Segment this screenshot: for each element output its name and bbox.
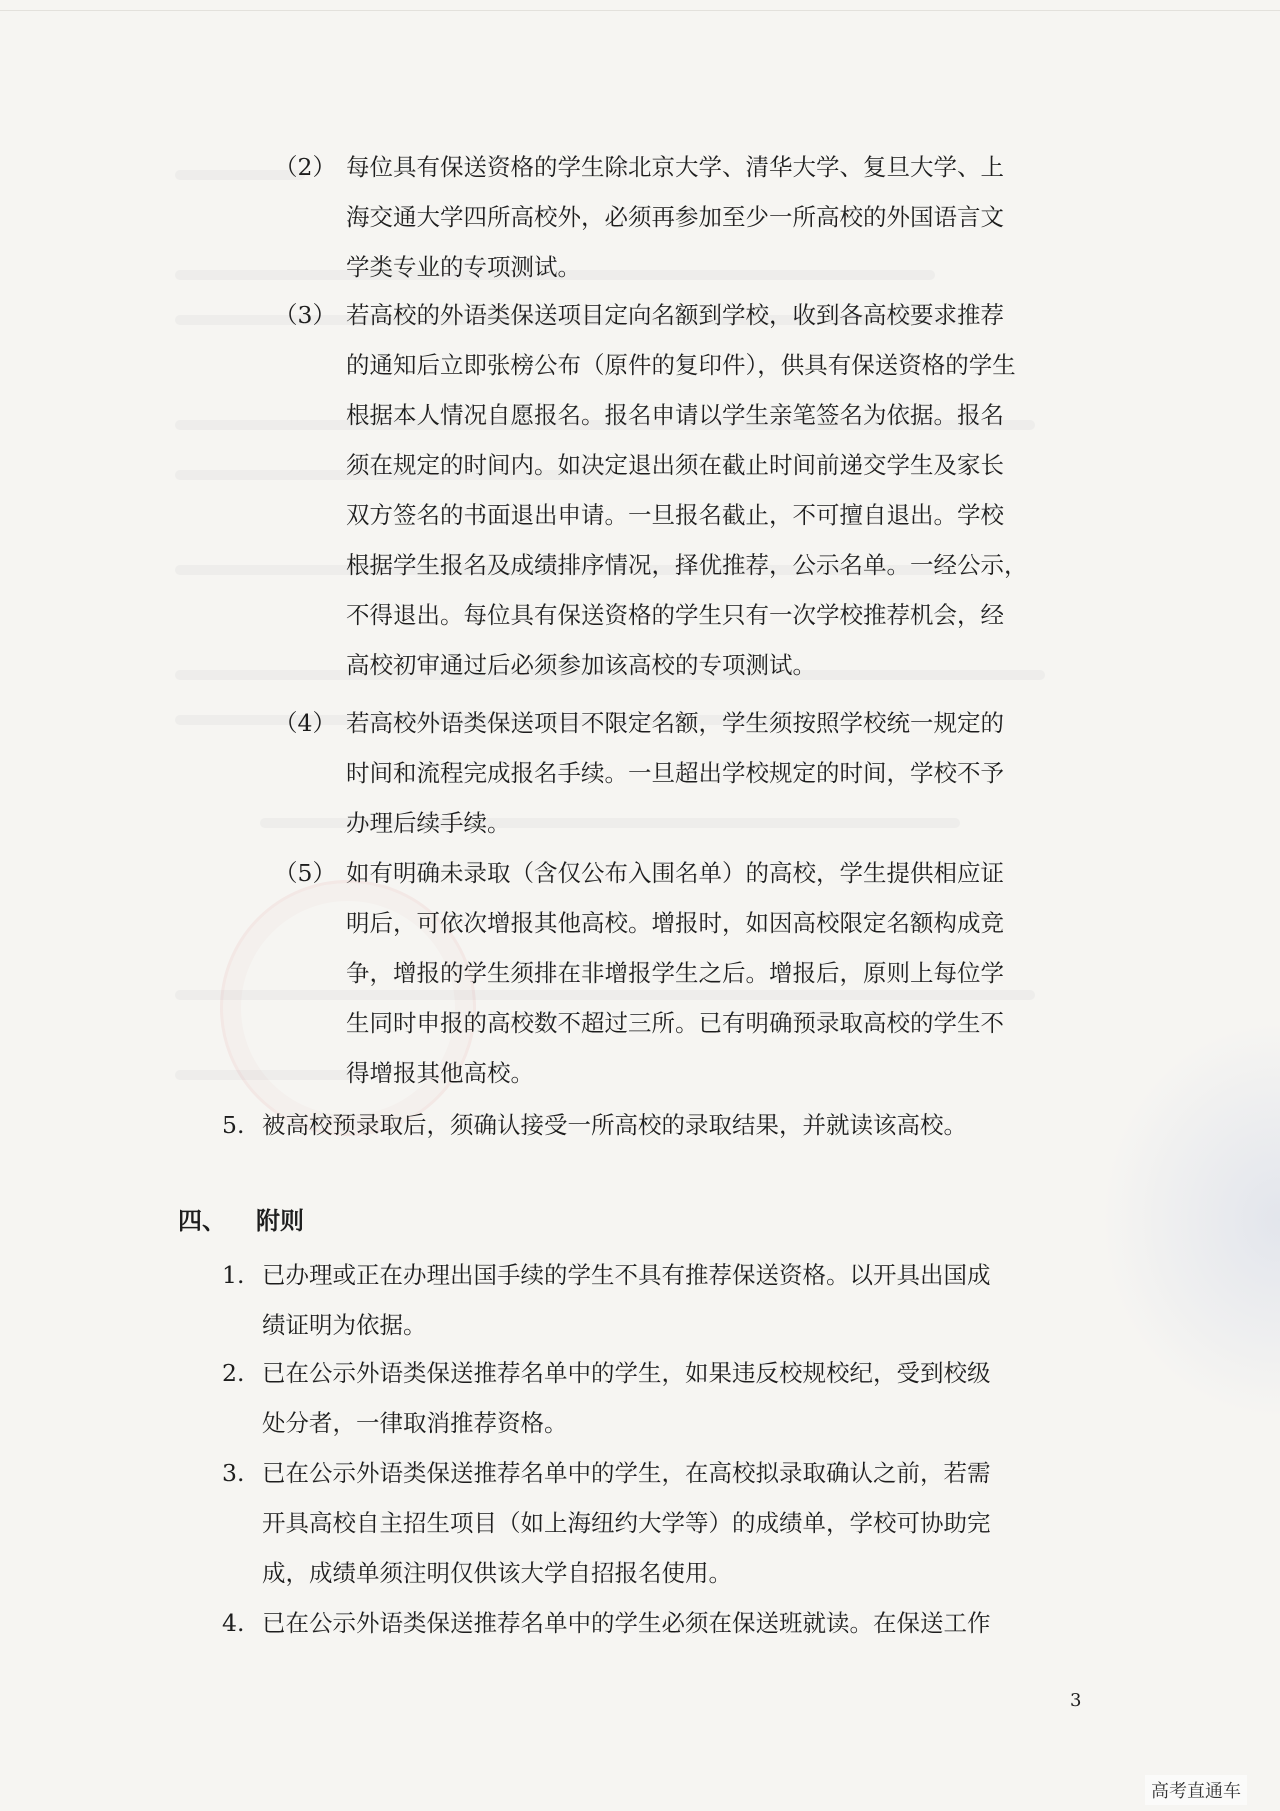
- section-number: 四、: [178, 1206, 226, 1235]
- item-text-line: 不得退出。每位具有保送资格的学生只有一次学校推荐机会，经: [346, 601, 1004, 629]
- rule-text-line: 已在公示外语类保送推荐名单中的学生，在高校拟录取确认之前，若需: [262, 1459, 991, 1487]
- rule-number: 2.: [222, 1359, 245, 1387]
- item-text-line: 双方签名的书面退出申请。一旦报名截止，不可擅自退出。学校: [346, 501, 1004, 529]
- item-text-line: 若高校外语类保送项目不限定名额，学生须按照学校统一规定的: [346, 709, 1004, 737]
- item-text-line: 的通知后立即张榜公布（原件的复印件），供具有保送资格的学生: [346, 351, 1016, 379]
- item-text-line: 时间和流程完成报名手续。一旦超出学校规定的时间，学校不予: [346, 759, 1004, 787]
- rule-number: 4.: [222, 1609, 245, 1637]
- item-number: （3）: [274, 301, 336, 329]
- item-text-line: 如有明确未录取（含仅公布入围名单）的高校，学生提供相应证: [346, 859, 1004, 887]
- rule-text-line: 开具高校自主招生项目（如上海纽约大学等）的成绩单，学校可协助完: [262, 1509, 991, 1537]
- rule-number: 3.: [222, 1459, 245, 1487]
- rule-text-line: 已办理或正在办理出国手续的学生不具有推荐保送资格。以开具出国成: [262, 1261, 991, 1289]
- item-number: （5）: [274, 859, 336, 887]
- item-text-line: 须在规定的时间内。如决定退出须在截止时间前递交学生及家长: [346, 451, 1004, 479]
- rule-text-line: 处分者，一律取消推荐资格。: [262, 1409, 568, 1437]
- item-text-line: 学类专业的专项测试。: [346, 253, 581, 281]
- item-text-line: 根据学生报名及成绩排序情况，择优推荐，公示名单。一经公示，: [346, 551, 1028, 579]
- item-text-line: 每位具有保送资格的学生除北京大学、清华大学、复旦大学、上: [346, 153, 1004, 181]
- rule-text-line: 已在公示外语类保送推荐名单中的学生必须在保送班就读。在保送工作: [262, 1609, 991, 1637]
- item-text-line: 若高校的外语类保送项目定向名额到学校，收到各高校要求推荐: [346, 301, 1004, 329]
- item-text-line: 高校初审通过后必须参加该高校的专项测试。: [346, 651, 816, 679]
- item-number: （2）: [274, 153, 336, 181]
- page-number: 3: [1070, 1690, 1082, 1711]
- item-text-line: 生同时申报的高校数不超过三所。已有明确预录取高校的学生不: [346, 1009, 1004, 1037]
- item-number: （4）: [274, 709, 336, 737]
- scan-tint: [1100, 1020, 1280, 1420]
- item-number: 5.: [222, 1111, 245, 1139]
- rule-text-line: 成，成绩单须注明仅供该大学自招报名使用。: [262, 1559, 732, 1587]
- rule-text-line: 绩证明为依据。: [262, 1311, 427, 1339]
- item-text-line: 根据本人情况自愿报名。报名申请以学生亲笔签名为依据。报名: [346, 401, 1004, 429]
- item-text-line: 海交通大学四所高校外，必须再参加至少一所高校的外国语言文: [346, 203, 1004, 231]
- rule-text-line: 已在公示外语类保送推荐名单中的学生，如果违反校规校纪，受到校级: [262, 1359, 991, 1387]
- rule-number: 1.: [222, 1261, 245, 1289]
- item-text-line: 办理后续手续。: [346, 809, 511, 837]
- item-text-line: 争，增报的学生须排在非增报学生之后。增报后，原则上每位学: [346, 959, 1004, 987]
- item-text-line: 得增报其他高校。: [346, 1059, 534, 1087]
- item-text-line: 被高校预录取后，须确认接受一所高校的录取结果，并就读该高校。: [262, 1111, 967, 1139]
- item-text-line: 明后，可依次增报其他高校。增报时，如因高校限定名额构成竞: [346, 909, 1004, 937]
- section-title: 附则: [256, 1206, 304, 1235]
- top-edge-line: [0, 10, 1280, 11]
- watermark-label: 高考直通车: [1145, 1775, 1247, 1805]
